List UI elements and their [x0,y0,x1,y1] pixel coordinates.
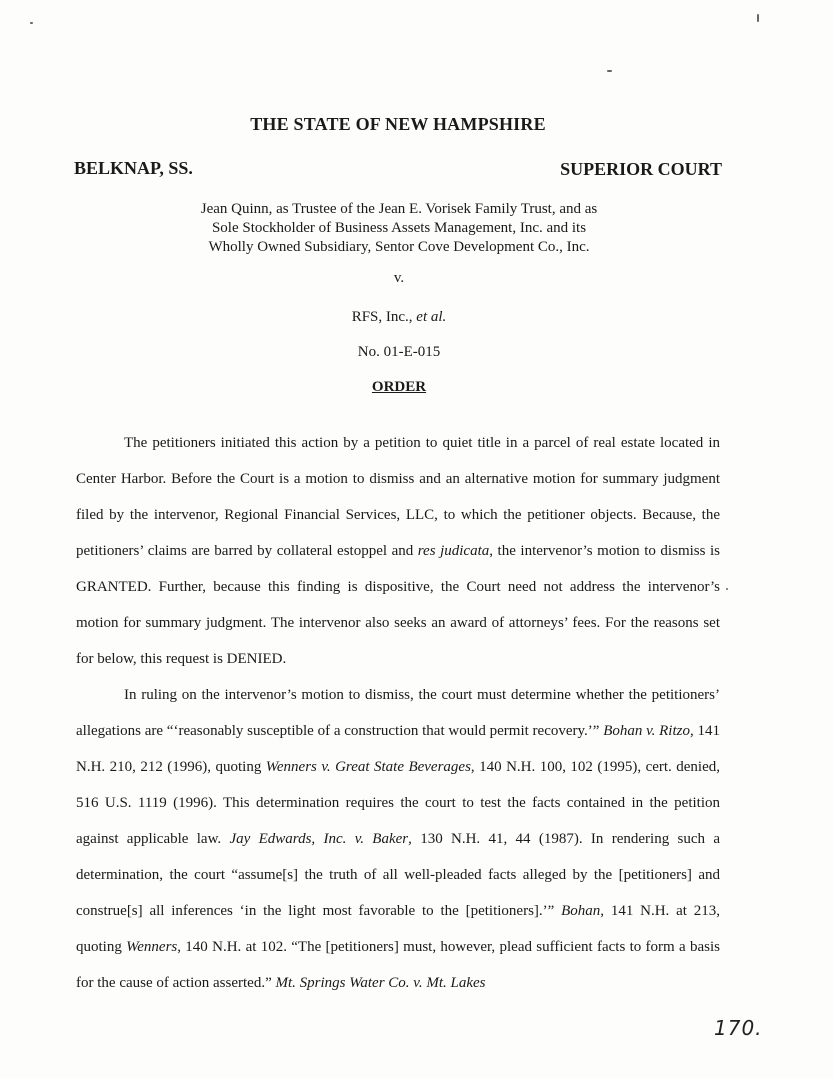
italic-citation: Mt. Springs Water Co. v. Mt. Lakes [275,975,486,991]
versus-label: v. [393,270,405,286]
italic-citation: res judicata [417,543,490,559]
text-run: , 141 N.H. 210, 212 (1996), quoting [76,723,720,775]
caption-line: Jean Quinn, as Trustee of the Jean E. Vorisek Family Trust, and as [200,201,598,217]
text-run: The petitioners initiated this action by a petition to quiet title in a parcel of real estate located in Center Harbor. Before the Court is a motion to dismiss and an alternative motion for summary judgment filed by the intervenor, Regional Financial Services, LLC, to which the petitioner objects. Because, the petitioners’ claims are barred by collateral estoppel and [76,435,720,559]
italic-citation: Jay Edwards, Inc. v. Baker [229,831,409,847]
text-run: , 130 N.H. 41, 44 (1987). In rendering such a determination, the court “assume[s] the truth of all well-pleaded facts alleged by the [petitioners] and construe[s] all inferences ‘in the light most favorable to the [petitioners].’” [76,831,720,919]
scan-speck [757,14,759,22]
text-run: , 140 N.H. at 102. “The [petitioners] must, however, plead sufficient facts to form a basis for the cause of action asserted.” [76,939,720,991]
italic-citation: Wenners v. Great State Beverages [265,759,471,775]
caption-line: Wholly Owned Subsidiary, Sentor Cove Development Co., Inc. [208,239,590,255]
respondent-name-text: RFS, Inc., [351,309,417,325]
order-heading: ORDER [371,379,427,395]
italic-citation: Wenners [126,939,178,955]
text-run: , 141 N.H. at 213, quoting [76,903,720,955]
body-paragraph-2 [76,677,720,1001]
respondent-et-al: et al. [416,309,447,325]
text-run: , 140 N.H. 100, 102 (1995), cert. denied, 516 U.S. 1119 (1996). This determination requires the court to test the facts contained in the petition against applicable law. [76,759,720,847]
respondent-name [150,309,648,326]
state-title: THE STATE OF NEW HAMPSHIRE [250,114,546,134]
body-paragraph-1 [76,425,720,677]
italic-citation: Bohan [561,903,601,919]
case-caption [150,200,648,257]
scan-speck [30,22,33,24]
text-run: In ruling on the intervenor’s motion to dismiss, the court must determine whether the petitioners’ allegations are “‘reasonably susceptible of a construction that would permit recovery.’” [76,687,720,739]
order-body [76,425,720,1001]
docket-number: No. 01-E-015 [357,344,441,360]
text-run: , the intervenor’s motion to dismiss is GRANTED. Further, because this finding is dispositive, the Court need not address the intervenor’s motion for summary judgment. The intervenor also seeks an award of attorneys’ fees. For the reasons set for below, this request is DENIED. [76,543,721,667]
scan-speck [726,588,728,590]
page-number: 170. [714,1016,763,1040]
scan-speck [607,70,612,72]
italic-citation: Bohan v. Ritzo [603,723,690,739]
county-label: BELKNAP, SS. [74,158,193,178]
caption-line: Sole Stockholder of Business Assets Management, Inc. and its [211,220,587,236]
court-label: SUPERIOR COURT [560,159,722,179]
